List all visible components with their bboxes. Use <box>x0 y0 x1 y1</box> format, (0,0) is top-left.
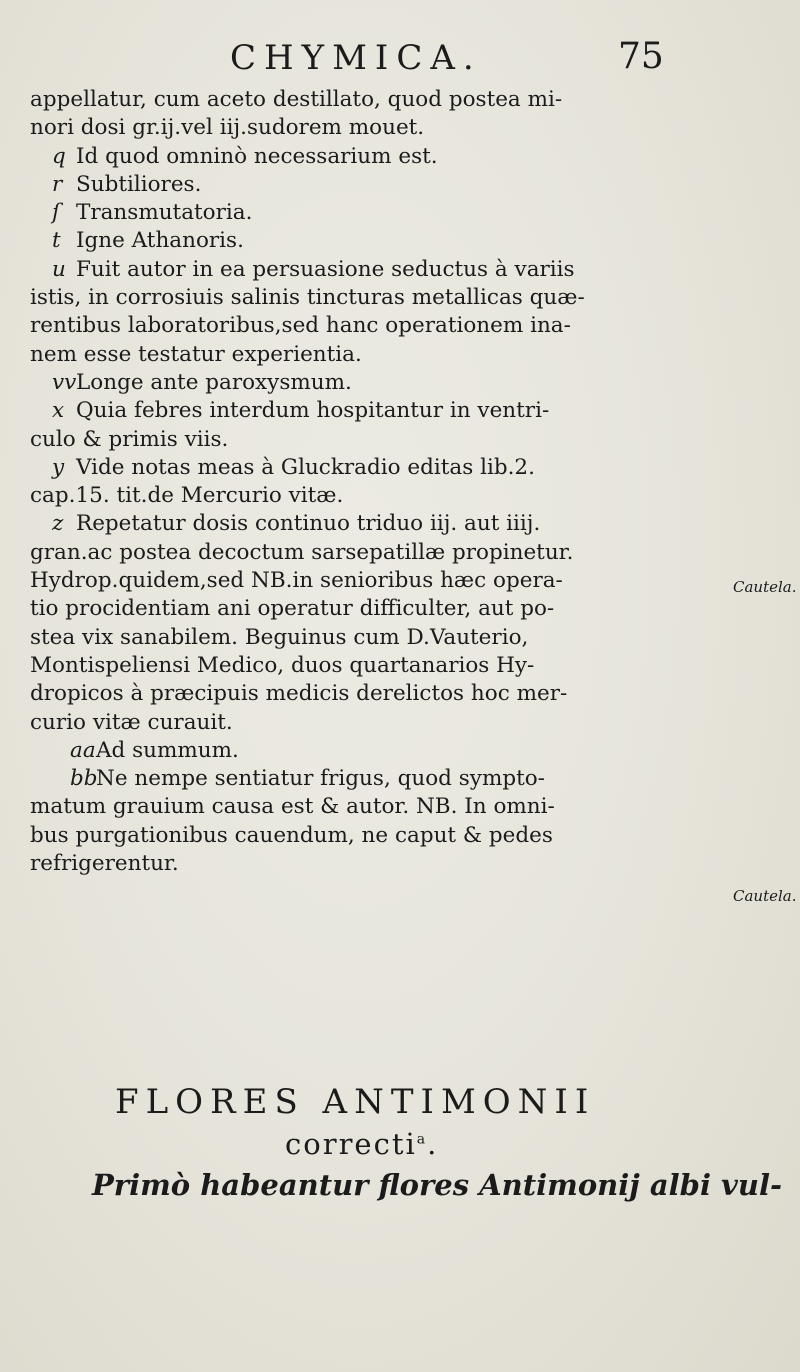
note-text: Vide notas meas à Gluckradio editas lib.2. <box>76 454 535 480</box>
note-marker: ſ <box>52 200 60 226</box>
note-text: Igne Athanoris. <box>76 228 244 254</box>
note-marker: r <box>52 171 63 197</box>
note-line <box>30 171 670 199</box>
note-line <box>30 369 670 397</box>
note-line <box>30 397 670 425</box>
text-line: nem esse testatur experientia. <box>30 341 362 367</box>
text-line: bus purgationibus cauendum, ne caput & pedes <box>30 822 553 848</box>
text-line: Hydrop.quidem,sed NB.in senioribus hæc opera- <box>30 568 563 594</box>
note-marker: q <box>52 143 66 169</box>
text-line: dropicos à præcipuis medicis derelictos hoc mer- <box>30 681 568 707</box>
note-marker: z <box>52 511 64 537</box>
note-marker: bb <box>70 766 98 792</box>
note-marker: t <box>52 228 61 254</box>
opening-line: Primò habeantur flores Antimonij albi vul- <box>92 1168 783 1202</box>
note-text: Id quod omninò necessarium est. <box>76 143 438 169</box>
note-marker: u <box>52 256 66 282</box>
text-line: nori dosi gr.ij.vel iij.sudorem mouet. <box>30 115 425 141</box>
text-line: refrigerentur. <box>30 851 179 877</box>
note-marker: y <box>52 454 65 480</box>
note-line <box>30 256 670 284</box>
note-marker: vv <box>52 369 77 395</box>
note-line <box>30 199 670 227</box>
text-line: stea vix sanabilem. Beguinus cum D.Vauterio, <box>30 624 529 650</box>
note-text: Ne nempe sentiatur frigus, quod sympto- <box>96 766 545 792</box>
text-line: Montispeliensi Medico, duos quartanarios Hy- <box>30 652 535 678</box>
note-text: Transmutatoria. <box>76 200 253 226</box>
note-text: Quia febres interdum hospitantur in ventri- <box>76 398 550 424</box>
margin-note: Cautela. <box>733 578 797 596</box>
text-line: cap.15. tit.de Mercurio vitæ. <box>30 483 344 509</box>
note-text: Subtiliores. <box>76 171 202 197</box>
text-line: rentibus laboratoribus,sed hanc operationem ina- <box>30 313 571 339</box>
running-head: CHYMICA. <box>230 38 482 78</box>
section-subtitle: correcti$^a$. <box>285 1127 439 1161</box>
text-line: matum grauium causa est & autor. NB. In omni- <box>30 794 555 820</box>
note-text: Fuit autor in ea persuasione seductus à variis <box>76 256 575 282</box>
note-line <box>30 510 670 538</box>
note-line <box>30 737 670 765</box>
text-line: gran.ac postea decoctum sarsepatillæ propinetur. <box>30 539 574 565</box>
section-title: FLORES ANTIMONII <box>115 1082 596 1122</box>
note-line <box>30 143 670 171</box>
text-line: appellatur, cum aceto destillato, quod postea mi- <box>30 87 563 112</box>
note-marker: aa <box>70 737 96 763</box>
note-reference: a <box>416 1131 428 1148</box>
subtitle-text: correcti <box>285 1127 417 1161</box>
page-number: 75 <box>618 36 664 77</box>
text-line: culo & primis viis. <box>30 426 229 452</box>
page-body <box>30 86 670 878</box>
note-text: Longe ante paroxysmum. <box>76 369 352 395</box>
note-text: Repetatur dosis continuo triduo iij. aut iiij. <box>76 511 541 537</box>
note-text: Ad summum. <box>96 737 239 763</box>
note-line <box>30 765 670 793</box>
text-line: istis, in corrosiuis salinis tincturas metallicas quæ- <box>30 285 585 311</box>
text-line: tio procidentiam ani operatur difficulter, aut po- <box>30 596 555 622</box>
note-marker: x <box>52 398 65 424</box>
text-line: curio vitæ curauit. <box>30 709 233 735</box>
note-line <box>30 227 670 255</box>
margin-note: Cautela. <box>733 887 797 905</box>
note-line <box>30 454 670 482</box>
